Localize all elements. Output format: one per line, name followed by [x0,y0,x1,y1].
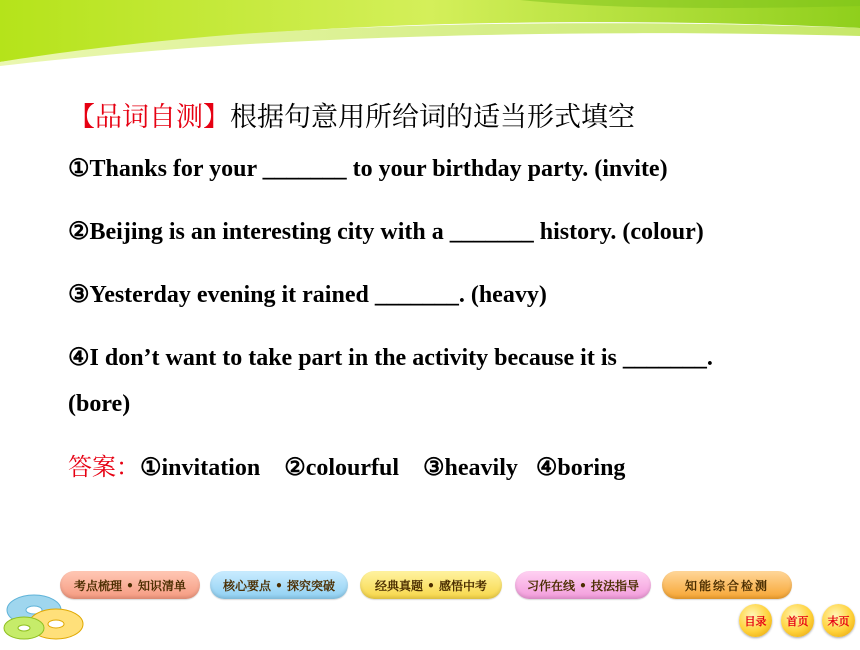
answer-line [68,450,828,485]
heading-tag: 【品词自测】 [68,102,230,133]
nav-button-writing[interactable]: 习作在线 • 技法指导 [515,571,651,599]
nav-button-exam-points[interactable]: 考点梳理 • 知识清单 [60,571,200,599]
question-4-hint: (bore) [68,391,131,417]
answer-values: ①invitation ②colourful ③heavily ④boring [140,455,626,481]
exercise-heading [68,98,828,138]
question-4: ④I don’t want to take part in the activity because it is _______. [68,345,713,371]
exercise-content [68,98,828,485]
cd-discs-decoration [0,588,100,645]
nav-button-past-exams[interactable]: 经典真题 • 感悟中考 [360,571,502,599]
question-2: ②Beijing is an interesting city with a _______ history. (colour) [68,219,704,245]
first-page-button[interactable]: 首页 [781,604,814,637]
last-page-button[interactable]: 末页 [822,604,855,637]
nav-button-key-points[interactable]: 核心要点 • 探究突破 [210,571,348,599]
answer-label: 答案： [68,453,140,481]
heading-instruction: 根据句意用所给词的适当形式填空 [230,102,635,133]
toc-button[interactable]: 目录 [739,604,772,637]
question-3: ③Yesterday evening it rained _______. (heavy) [68,282,547,308]
top-decorative-band [0,0,860,70]
question-1: ①Thanks for your _______ to your birthday party. (invite) [68,156,668,182]
nav-button-comprehensive-test[interactable]: 知能综合检测 [662,571,792,599]
